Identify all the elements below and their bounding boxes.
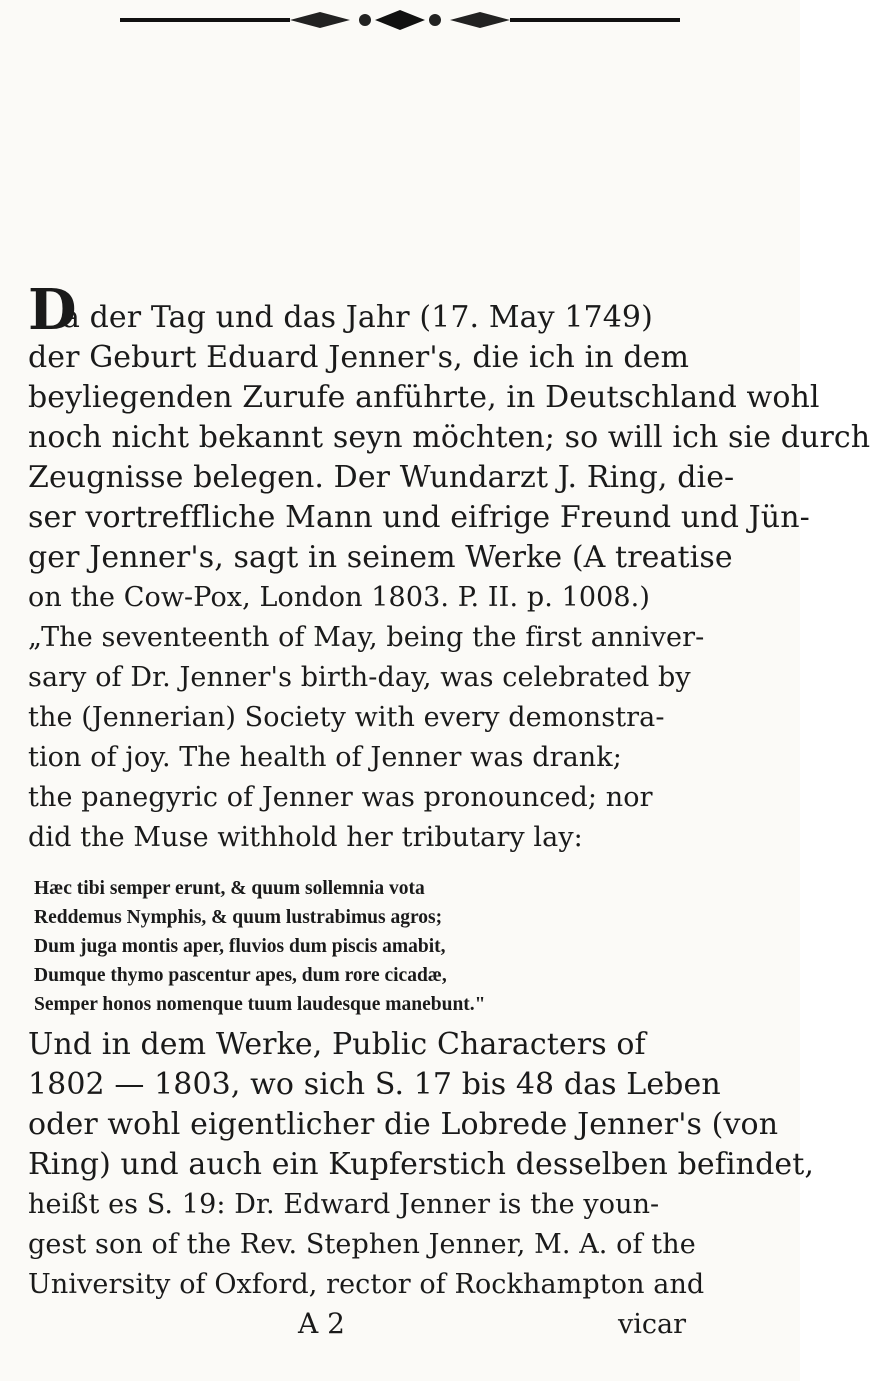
english-line-1: on the Cow-Pox, London 1803. P. II. p. 1008.)	[28, 582, 650, 613]
signature-mark: A 2	[298, 1307, 345, 1340]
german-line-2: der Geburt Eduard Jenner's, die ich in dem	[28, 340, 690, 375]
poem-line-3: Dum juga montis aper, fluvios dum piscis amabit,	[34, 936, 446, 957]
closing-line-4: Ring) und auch ein Kupferstich desselben befindet,	[28, 1147, 815, 1182]
english-line-3: sary of Dr. Jenner's birth-day, was celebrated by	[28, 662, 691, 693]
closing-line-6: gest son of the Rev. Stephen Jenner, M. A. of the	[28, 1229, 696, 1260]
german-line-7: ger Jenner's, sagt in seinem Werke (A treatise	[28, 540, 733, 575]
closing-line-7: University of Oxford, rector of Rockhampton and	[28, 1269, 705, 1300]
closing-line-1: Und in dem Werke, Public Characters of	[28, 1027, 646, 1062]
ornamental-header-rule	[120, 8, 680, 32]
poem-line-2: Reddemus Nymphis, & quum lustrabimus agros;	[34, 907, 443, 928]
german-line-4: noch nicht bekannt seyn möchten; so will ich sie durch	[28, 420, 870, 455]
german-line-5: Zeugnisse belegen. Der Wundarzt J. Ring, die-	[28, 460, 735, 495]
closing-line-3: oder wohl eigentlicher die Lobrede Jenner's (von	[28, 1107, 779, 1142]
closing-line-2: 1802 — 1803, wo sich S. 17 bis 48 das Leben	[28, 1067, 721, 1102]
latin-poem	[34, 874, 778, 1019]
english-line-4: the (Jennerian) Society with every demonstra-	[28, 702, 665, 733]
closing-line-5: heißt es S. 19: Dr. Edward Jenner is the youn-	[28, 1189, 660, 1220]
drop-cap: D	[28, 277, 77, 343]
poem-line-1: Hæc tibi semper erunt, & quum sollemnia vota	[34, 878, 425, 899]
poem-line-4: Dumque thymo pascentur apes, dum rore cicadæ,	[34, 965, 447, 986]
main-text	[28, 277, 870, 1345]
page-footer	[28, 1305, 778, 1345]
poem-line-5: Semper honos nomenque tuum laudesque manebunt."	[34, 994, 486, 1015]
german-line-6: ser vortreffliche Mann und eifrige Freund und Jün-	[28, 500, 810, 535]
english-line-6: the panegyric of Jenner was pronounced; nor	[28, 782, 653, 813]
german-line-1: D a der Tag und das Jahr (17. May 1749)	[28, 277, 653, 343]
english-line-7: did the Muse withhold her tributary lay:	[28, 822, 583, 853]
english-line-5: tion of joy. The health of Jenner was drank;	[28, 742, 622, 773]
catchword: vicar	[617, 1309, 686, 1340]
german-line-3: beyliegenden Zurufe anführte, in Deutschland wohl	[28, 380, 820, 415]
english-line-2: „The seventeenth of May, being the first anniver-	[28, 622, 705, 653]
